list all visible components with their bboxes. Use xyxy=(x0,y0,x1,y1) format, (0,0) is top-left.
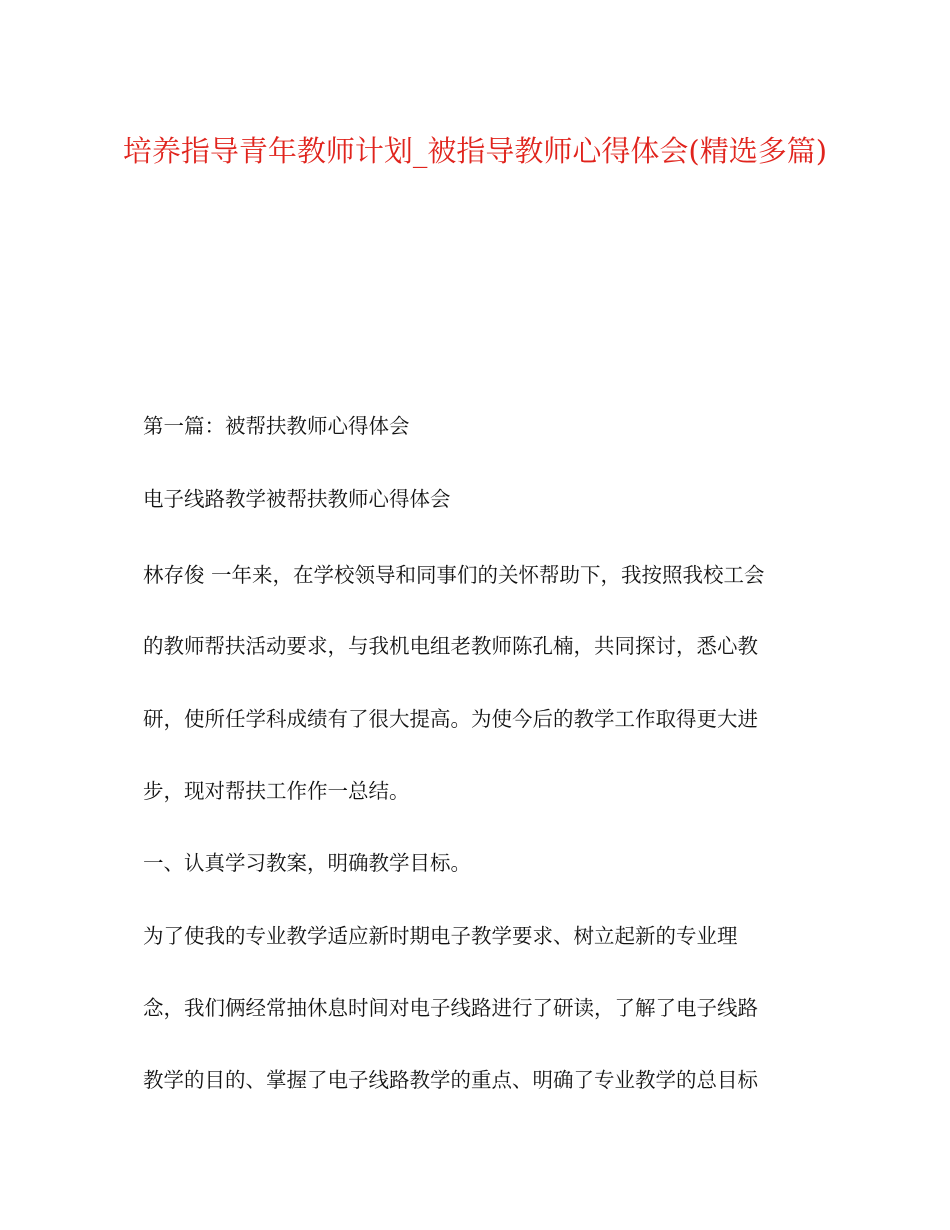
document-title: 培养指导青年教师计划_被指导教师心得体会(精选多篇) xyxy=(122,134,828,168)
paragraph-line: 研，使所任学科成绩有了很大提高。为使今后的教学工作取得更大进 xyxy=(143,707,758,731)
paragraph-line: 教学的目的、掌握了电子线路教学的重点、明确了专业教学的总目标 xyxy=(143,1068,758,1092)
paragraph-line: 步，现对帮扶工作作一总结。 xyxy=(143,779,410,803)
paragraph-line: 念，我们俩经常抽休息时间对电子线路进行了研读，了解了电子线路 xyxy=(143,996,758,1020)
paragraph-line: 林存俊 一年来，在学校领导和同事们的关怀帮助下，我按照我校工会 xyxy=(143,563,765,587)
subheading: 一、认真学习教案，明确教学目标。 xyxy=(143,851,471,875)
article-title: 电子线路教学被帮扶教师心得体会 xyxy=(143,487,451,511)
paragraph-line: 的教师帮扶活动要求，与我机电组老教师陈孔楠，共同探讨，悉心教 xyxy=(143,634,758,658)
section-heading: 第一篇：被帮扶教师心得体会 xyxy=(143,414,410,438)
paragraph-line: 为了使我的专业教学适应新时期电子教学要求、树立起新的专业理 xyxy=(143,924,738,948)
